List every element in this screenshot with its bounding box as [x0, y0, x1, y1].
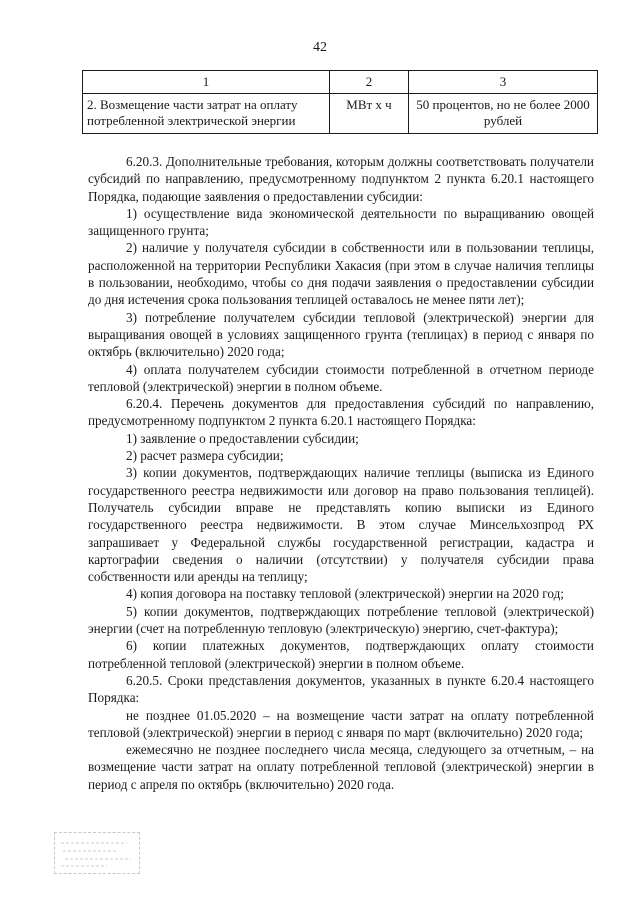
paragraph-6-20-3: 6.20.3. Дополнительные требования, которым должны соответствовать получатели субсидий по направлению, предусмотренному подпунктом 2 пункта 6.20.1 настоящего Порядка, подающие заявления о предоставлении субсидии: — [88, 154, 594, 204]
list-item: 5) копии документов, подтверждающих потребление тепловой (электрической) энергии (счет на потребленную тепловую (электрическую) энергию, счет-фактура); — [88, 603, 594, 637]
list-item: 6) копии платежных документов, подтверждающих оплату стоимости потребленной тепловой (электрической) энергии в полном объеме. — [88, 638, 594, 671]
faint-stamp — [54, 832, 140, 874]
list-item: 2) расчет размера субсидии; — [126, 448, 284, 464]
document-body — [88, 153, 594, 793]
table-cell-unit: МВт х ч — [330, 94, 409, 134]
table-row — [83, 94, 598, 134]
table-header-cell: 1 — [83, 71, 330, 94]
list-item: 3) копии документов, подтверждающих наличие теплицы (выписка из Единого государственного реестра недвижимости или договор на право пользования теплицей). Получатель субсидии вправе не представлять копию выписки из Единого государственного реестра недвижимости. В этом случае Минсельхозпрод РХ запрашивает у Федеральной службы государственной регистрации, кадастра и картографии сведения о наличии (отсутствии) у получателя субсидии права собственности или аренды на теплицу; — [88, 465, 594, 585]
subsidy-table — [82, 70, 598, 134]
table-header-cell: 3 — [409, 71, 598, 94]
table-header-row — [83, 71, 598, 94]
list-item: 3) потребление получателем субсидии тепловой (электрической) энергии для выращивания овощей в условиях защищенного грунта (теплицах) в период с января по октябрь (включительно) 2020 года; — [88, 309, 594, 360]
list-item: 2) наличие у получателя субсидии в собственности или в пользовании теплицы, расположенной на территории Республики Хакасия (при этом в случае наличия теплицы в пользовании, необходимо, чтобы со дня подачи заявления о предоставлении субсидии до дня истечения срока пользования теплицей оставалось не менее пяти лет); — [88, 240, 594, 308]
page-number: 42 — [313, 40, 327, 55]
table-cell-rate: 50 процентов, но не более 2000 рублей — [409, 94, 598, 134]
paragraph-6-20-4: 6.20.4. Перечень документов для предоставления субсидий по направлению, предусмотренному подпунктом 2 пункта 6.20.1 настоящего Порядка: — [88, 396, 594, 429]
list-item: 4) копия договора на поставку тепловой (электрической) энергии на 2020 год; — [126, 586, 564, 602]
list-item: 1) заявление о предоставлении субсидии; — [126, 430, 359, 446]
list-item: ежемесячно не позднее последнего числа месяца, следующего за отчетным, – на возмещение части затрат на оплату потребленной тепловой (электрической) энергии в период с апреля по октябрь (включительно) 2020 года. — [88, 742, 594, 792]
list-item: не позднее 01.05.2020 – на возмещение части затрат на оплату потребленной тепловой (электрической) энергии в период с января по март (включительно) 2020 года; — [88, 707, 594, 740]
table-cell-direction: 2. Возмещение части затрат на оплату потребленной электрической энергии — [83, 94, 330, 134]
paragraph-6-20-5: 6.20.5. Сроки представления документов, указанных в пункте 6.20.4 настоящего Порядка: — [88, 672, 594, 706]
list-item: 1) осуществление вида экономической деятельности по выращиванию овощей защищенного грунта; — [88, 205, 594, 239]
table-header-cell: 2 — [330, 71, 409, 94]
list-item: 4) оплата получателем субсидии стоимости потребленной в отчетном периоде тепловой (электрической) энергии в полном объеме. — [88, 361, 594, 394]
stamp-scribble-icon — [57, 835, 137, 871]
